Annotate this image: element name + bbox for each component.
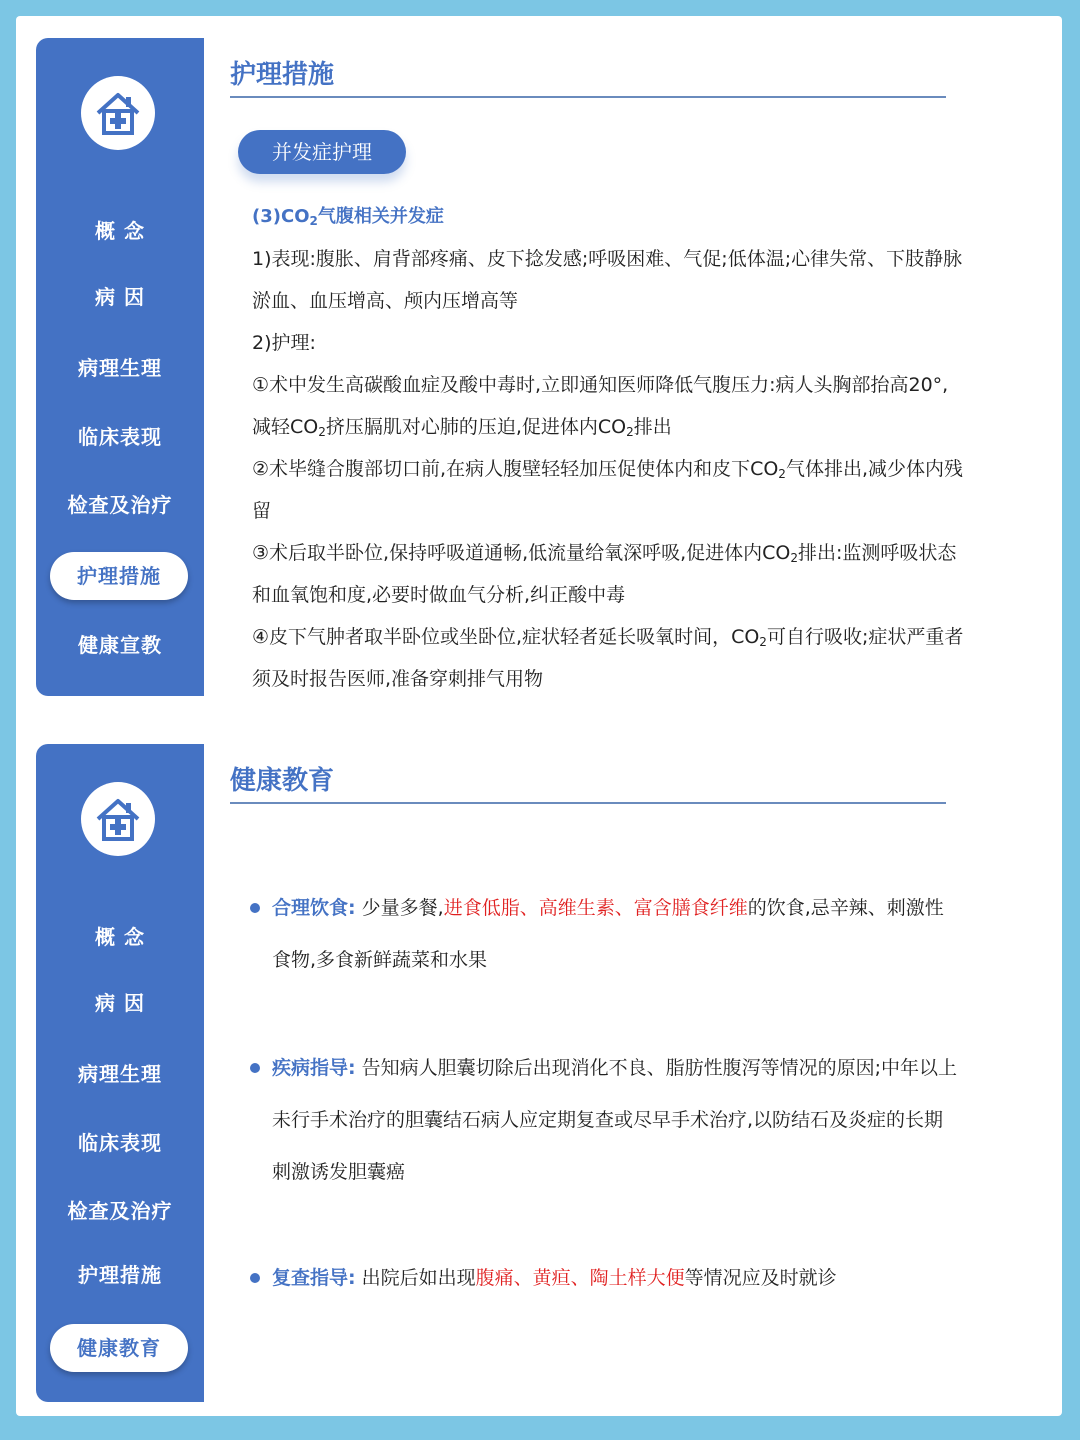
paragraph: 2)护理:	[252, 332, 316, 354]
bullet-dot-icon	[250, 1273, 260, 1283]
bullet-diet	[248, 882, 960, 986]
list-item: 疾病指导: 告知病人胆囊切除后出现消化不良、脂肪性腹泻等情况的原因;中年以上未行手术治疗的胆囊结石病人应定期复查或尽早手术治疗,以防结石及炎症的长期刺激诱发胆囊癌	[248, 1042, 960, 1198]
nav-item-concept[interactable]: 概 念	[95, 925, 145, 949]
nav-item-concept[interactable]: 概 念	[95, 219, 145, 243]
paragraph: 1)表现:腹胀、肩背部疼痛、皮下捻发感;呼吸困难、气促;低体温;心律失常、下肢静脉淤血、血压增高、颅内压增高等	[252, 248, 963, 312]
sidebar	[36, 38, 204, 696]
paragraph: ④皮下气肿者取半卧位或坐卧位,症状轻者延长吸氧时间，$CO_2$可自行吸收;症状严重者须及时报告医师,准备穿刺排气用物	[252, 626, 964, 690]
bullet-disease-guidance	[248, 1042, 960, 1198]
bullet-followup	[248, 1252, 960, 1304]
page-card	[16, 16, 1062, 1416]
nav-item-clinical[interactable]: 临床表现	[78, 425, 162, 449]
paragraph: ③术后取半卧位,保持呼吸道通畅,低流量给氧深呼吸,促进体内$CO_2$排出:监测呼吸状态和血氧饱和度,必要时做血气分析,纠正酸中毒	[252, 542, 957, 606]
home-icon-circle[interactable]	[81, 76, 155, 150]
nav-item-etiology[interactable]: 病 因	[95, 991, 145, 1015]
home-icon	[94, 89, 142, 137]
content-block	[252, 202, 964, 700]
home-icon	[94, 795, 142, 843]
complication-nursing-button[interactable]: 并发症护理	[238, 130, 406, 174]
title-divider	[230, 96, 946, 98]
nav-item-pathophysiology[interactable]: 病理生理	[78, 1062, 162, 1086]
home-icon-circle[interactable]	[81, 782, 155, 856]
nav-item-exam-treatment[interactable]: 检查及治疗	[67, 1199, 173, 1223]
title-divider	[230, 802, 946, 804]
nav-item-nursing[interactable]: 护理措施	[78, 1263, 162, 1287]
nav-item-health-edu[interactable]: 健康宣教	[78, 633, 162, 657]
nav-item-pathophysiology[interactable]: 病理生理	[78, 356, 162, 380]
nursing-measures-panel	[16, 16, 1062, 706]
nav-item-clinical[interactable]: 临床表现	[78, 1131, 162, 1155]
section-title: 健康教育	[230, 766, 335, 796]
nav-item-health-edu-active[interactable]: 健康教育	[50, 1324, 188, 1372]
paragraph: ②术毕缝合腹部切口前,在病人腹壁轻轻加压促使体内和皮下$CO_2$气体排出,减少体内残留	[252, 458, 963, 522]
bullet-dot-icon	[250, 903, 260, 913]
nav-item-etiology[interactable]: 病 因	[95, 285, 145, 309]
list-item: 复查指导: 出院后如出现腹痛、黄疸、陶土样大便等情况应及时就诊	[248, 1252, 960, 1304]
nav-item-nursing-active[interactable]: 护理措施	[50, 552, 188, 600]
list-item: 合理饮食: 少量多餐,进食低脂、高维生素、富含膳食纤维的饮食,忌辛辣、刺激性食物,多食新鲜蔬菜和水果	[248, 882, 960, 986]
paragraph: ①术中发生高碳酸血症及酸中毒时,立即通知医师降低气腹压力:病人头胸部抬高20°,减轻$CO_2$挤压膈肌对心肺的压迫,促进体内$CO_2$排出	[252, 374, 949, 439]
bullet-dot-icon	[250, 1063, 260, 1073]
sidebar	[36, 744, 204, 1402]
section-title: 护理措施	[230, 60, 335, 90]
nav-item-exam-treatment[interactable]: 检查及治疗	[67, 493, 173, 517]
subheading: $(3)CO_2$气腹相关并发症	[252, 206, 444, 228]
health-education-panel	[16, 722, 1062, 1416]
